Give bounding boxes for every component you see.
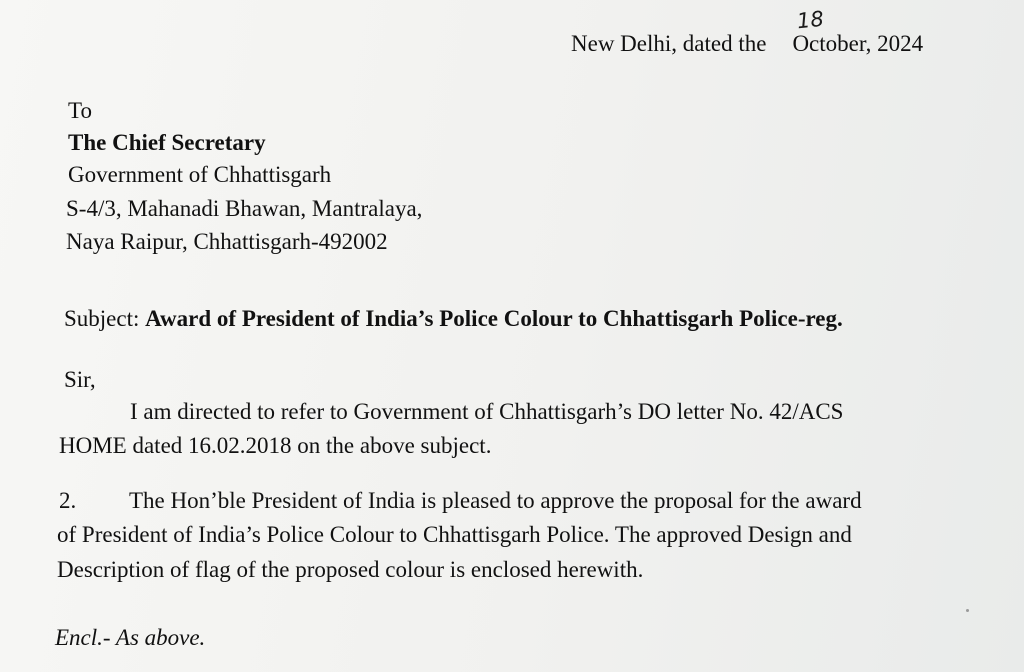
recipient-title: The Chief Secretary [68,130,266,155]
paragraph-2-line-1-text: The Hon’ble President of India is pleased to approve the proposal for the award [129,488,862,513]
dateline-month-year: October, 2024 [792,31,924,56]
handwritten-day: 18 [795,6,825,34]
recipient-city-line: Naya Raipur, Chhattisgarh-492002 [66,229,388,254]
salutation: Sir, [64,367,96,392]
to-label: To [68,98,92,123]
paragraph-2-number: 2. [59,488,77,513]
subject-line [64,305,843,333]
paper-speck [966,609,969,612]
dateline [571,30,923,58]
dateline-prefix: New Delhi, dated the [571,31,767,56]
subject-text: Award of President of India’s Police Colour to Chhattisgarh Police-reg. [145,306,843,331]
recipient-address-line: S-4/3, Mahanadi Bhawan, Mantralaya, [66,196,423,221]
recipient-government: Government of Chhattisgarh [68,162,332,187]
paragraph-2-line-3: Description of flag of the proposed colour is enclosed herewith. [57,557,644,582]
paragraph-2-line-1 [59,487,862,515]
paragraph-1-line-1: I am directed to refer to Government of Chhattisgarh’s DO letter No. 42/ACS [130,399,844,424]
subject-label: Subject: [64,306,140,331]
paragraph-2-line-2: of President of India’s Police Colour to Chhattisgarh Police. The approved Design and [57,522,852,547]
enclosure-note: Encl.- As above. [55,625,206,650]
paragraph-1-line-2: HOME dated 16.02.2018 on the above subject. [59,433,492,458]
